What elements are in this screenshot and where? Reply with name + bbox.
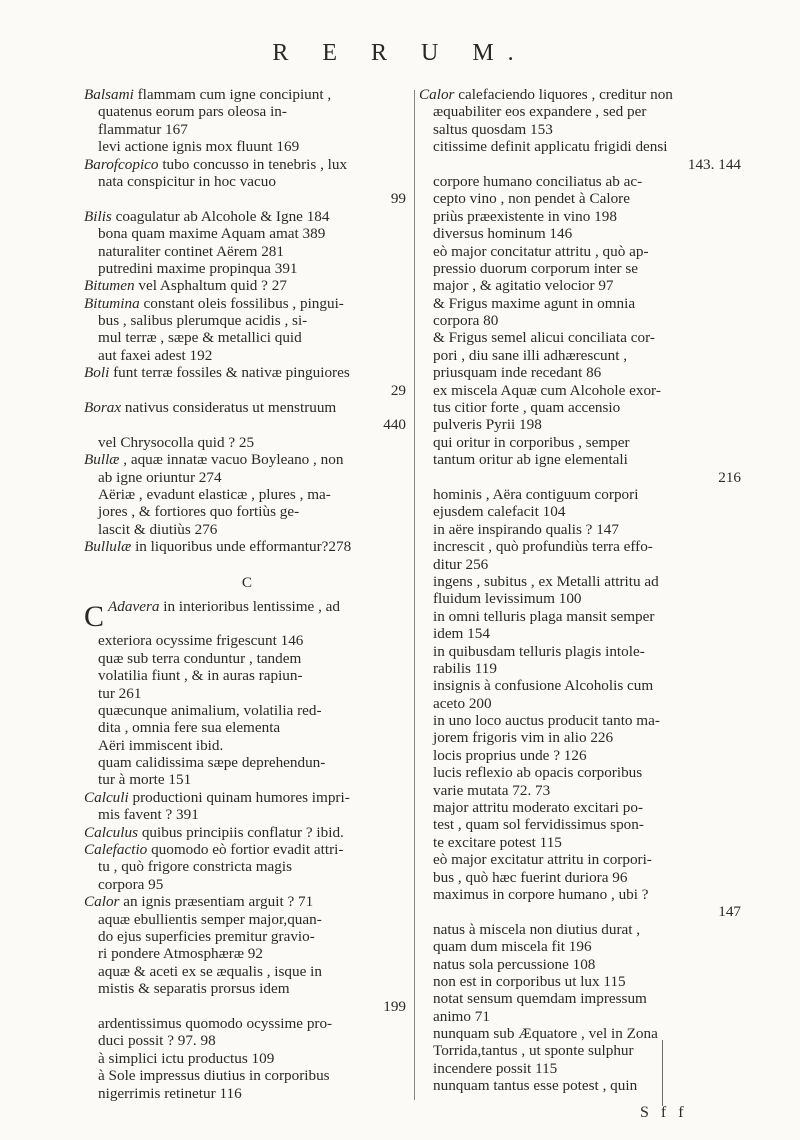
index-line bbox=[419, 834, 745, 851]
entry-text: tus citior forte , quam accensio bbox=[433, 399, 621, 417]
entry-text: insignis à confusione Alcoholis cum bbox=[433, 677, 654, 695]
entry-text: ditur 256 bbox=[433, 555, 489, 573]
entry-text: major , & agitatio velocior 97 bbox=[433, 277, 614, 295]
running-head: R E R U M. bbox=[272, 40, 528, 66]
index-line bbox=[419, 347, 745, 364]
headword: Bullæ bbox=[84, 451, 120, 469]
entry-text: 143. 144 bbox=[687, 155, 741, 173]
index-line bbox=[84, 156, 410, 173]
index-line bbox=[419, 521, 745, 538]
index-line bbox=[419, 660, 745, 677]
entry-text: hominis , Aëra contiguum corpori bbox=[433, 485, 639, 503]
index-line bbox=[84, 416, 410, 433]
index-line bbox=[84, 667, 410, 684]
index-line bbox=[419, 503, 745, 520]
index-line bbox=[84, 451, 410, 468]
index-line bbox=[419, 903, 745, 920]
entry-text: productioni quinam humores impri- bbox=[128, 788, 350, 806]
entry-text: coagulatur ab Alcohole & Igne 184 bbox=[111, 207, 330, 225]
entry-text: tubo concusso in tenebris , lux bbox=[158, 155, 348, 173]
entry-text: lucis reflexio ab opacis corporibus bbox=[433, 764, 643, 782]
entry-text: duci possit ? 97. 98 bbox=[98, 1032, 216, 1050]
index-line bbox=[419, 1008, 745, 1025]
index-line bbox=[419, 695, 745, 712]
entry-text: natus à miscela non diutius durat , bbox=[433, 920, 641, 938]
entry-text: & Frigus semel alicui conciliata cor- bbox=[433, 329, 655, 347]
index-line bbox=[84, 754, 410, 771]
entry-text: in quibusdam telluris plagis intole- bbox=[433, 642, 645, 660]
entry-text: funt terræ fossiles & nativæ pinguiores bbox=[109, 364, 350, 382]
index-line bbox=[419, 851, 745, 868]
headword: Calculi bbox=[84, 788, 129, 806]
index-line bbox=[84, 1085, 410, 1102]
index-line bbox=[419, 434, 745, 451]
entry-text: aquæ & aceti ex se æqualis , isque in bbox=[98, 962, 322, 980]
index-line bbox=[84, 945, 410, 962]
index-line bbox=[419, 486, 745, 503]
index-line bbox=[84, 469, 410, 486]
entry-text: diversus hominum 146 bbox=[433, 225, 573, 243]
index-line bbox=[419, 556, 745, 573]
index-line bbox=[84, 86, 410, 103]
entry-text: vel Chrysocolla quid ? 25 bbox=[98, 433, 255, 451]
index-line bbox=[84, 503, 410, 520]
section-letter: C bbox=[241, 573, 253, 591]
entry-text: animo 71 bbox=[433, 1007, 490, 1025]
index-line bbox=[84, 538, 410, 555]
index-line bbox=[84, 650, 410, 667]
index-line bbox=[419, 973, 745, 990]
index-line bbox=[84, 911, 410, 928]
entry-text: te excitare potest 115 bbox=[433, 833, 562, 851]
entry-text: constant oleis fossilibus , pingui- bbox=[139, 294, 344, 312]
index-line bbox=[419, 608, 745, 625]
index-line bbox=[84, 243, 410, 260]
index-line bbox=[419, 677, 745, 694]
index-line bbox=[84, 980, 410, 997]
entry-text: corpore humano conciliatus ab ac- bbox=[433, 172, 643, 190]
entry-text: exteriora ocyssime frigescunt 146 bbox=[98, 632, 304, 650]
entry-text: quam dum miscela fit 196 bbox=[433, 938, 592, 956]
entry-text: quam calidissima sæpe deprehendun- bbox=[98, 754, 326, 772]
entry-text: à Sole impressus diutius in corporibus bbox=[98, 1067, 330, 1085]
index-line bbox=[419, 451, 745, 468]
left-column bbox=[84, 86, 410, 1102]
entry-text: fluidum levissimum 100 bbox=[433, 590, 582, 608]
entry-text: aut faxei adest 192 bbox=[98, 346, 213, 364]
index-line bbox=[419, 86, 745, 103]
entry-text: bus , quò hæc fuerint duriora 96 bbox=[433, 868, 628, 886]
entry-text: ejusdem calefacit 104 bbox=[433, 503, 566, 521]
headword: Calor bbox=[419, 86, 455, 103]
entry-text: tantum oritur ab igne elementali bbox=[433, 451, 628, 469]
entry-text: idem 154 bbox=[433, 625, 490, 643]
entry-text: jores , & fortiores quo fortiùs ge- bbox=[98, 503, 300, 521]
entry-text: & Frigus maxime agunt in omnia bbox=[433, 294, 636, 312]
index-line bbox=[84, 295, 410, 312]
index-line bbox=[84, 876, 410, 893]
index-line bbox=[84, 434, 410, 451]
index-line bbox=[419, 225, 745, 242]
index-line bbox=[84, 824, 410, 841]
index-line bbox=[84, 998, 410, 1015]
entry-text: ardentissimus quomodo ocyssime pro- bbox=[98, 1014, 333, 1032]
headword: Barofcopico bbox=[84, 155, 159, 173]
headword: Calor bbox=[84, 893, 120, 911]
index-line bbox=[419, 990, 745, 1007]
index-line bbox=[419, 729, 745, 746]
index-line bbox=[419, 243, 745, 260]
index-line bbox=[419, 399, 745, 416]
entry-text: tur à morte 151 bbox=[98, 771, 192, 789]
index-line bbox=[84, 702, 410, 719]
entry-text: citissime definit applicatu frigidi densi bbox=[433, 138, 668, 156]
entry-text: nunquam tantus esse potest , quin bbox=[433, 1077, 638, 1095]
entry-text: levi actione ignis mox fluunt 169 bbox=[98, 138, 300, 156]
entry-text: nigerrimis retinetur 116 bbox=[98, 1084, 242, 1102]
index-line bbox=[419, 138, 745, 155]
entry-text: 216 bbox=[718, 468, 741, 486]
entry-text: Torrida,tantus , ut sponte sulphur bbox=[433, 1042, 634, 1060]
index-line bbox=[84, 928, 410, 945]
index-line bbox=[84, 841, 410, 858]
entry-text: locis proprius unde ? 126 bbox=[433, 746, 587, 764]
entry-text: à simplici ictu productus 109 bbox=[98, 1049, 275, 1067]
index-line bbox=[419, 469, 745, 486]
entry-text: putredini maxime propinqua 391 bbox=[98, 259, 298, 277]
entry-text: pressio duorum corporum inter se bbox=[433, 259, 638, 277]
index-line bbox=[84, 225, 410, 242]
entry-text: notat sensum quemdam impressum bbox=[433, 990, 647, 1008]
drop-cap: C bbox=[84, 599, 105, 633]
headword: Borax bbox=[84, 399, 122, 417]
index-line bbox=[419, 382, 745, 399]
entry-text: bus , salibus plerumque acidis , si- bbox=[98, 312, 308, 330]
headword: Bilis bbox=[84, 207, 112, 225]
entry-text: qui oritur in corporibus , semper bbox=[433, 433, 630, 451]
entry-text: mistis & separatis prorsus idem bbox=[98, 980, 290, 998]
index-line bbox=[84, 486, 410, 503]
entry-text: quibus principiis conflatur ? ibid. bbox=[138, 823, 344, 841]
headword: Bitumen bbox=[84, 277, 135, 295]
index-line bbox=[84, 364, 410, 381]
index-line bbox=[84, 173, 410, 190]
entry-text: ab igne oriuntur 274 bbox=[98, 468, 222, 486]
entry-text: in aëre inspirando qualis ? 147 bbox=[433, 520, 619, 538]
index-line bbox=[419, 712, 745, 729]
entry-text: corpora 95 bbox=[98, 875, 164, 893]
index-line bbox=[419, 103, 745, 120]
entry-text: æquabiliter eos expandere , sed per bbox=[433, 103, 647, 121]
entry-text: an ignis præsentiam arguit ? 71 bbox=[119, 893, 314, 911]
entry-text: bona quam maxime Aquam amat 389 bbox=[98, 225, 326, 243]
index-line bbox=[419, 329, 745, 346]
index-line bbox=[419, 869, 745, 886]
index-line bbox=[84, 521, 410, 538]
index-line bbox=[84, 893, 410, 910]
entry-text: dita , omnia fere sua elementa bbox=[98, 719, 281, 737]
index-line bbox=[419, 538, 745, 555]
headword: Calefactio bbox=[84, 841, 148, 859]
column-rule bbox=[414, 90, 415, 1100]
entry-text: non est in corporibus ut lux 115 bbox=[433, 972, 626, 990]
index-line bbox=[419, 816, 745, 833]
index-line bbox=[419, 625, 745, 642]
entry-text: mul terræ , sæpe & metallici quid bbox=[98, 329, 302, 347]
index-line bbox=[419, 295, 745, 312]
index-line bbox=[419, 782, 745, 799]
headword: Adavera bbox=[108, 597, 160, 615]
entry-text: volatilia fiunt , & in auras rapiun- bbox=[98, 667, 303, 685]
entry-text: in uno loco auctus producit tanto ma- bbox=[433, 712, 660, 730]
index-line bbox=[84, 382, 410, 399]
index-line bbox=[84, 208, 410, 225]
index-line bbox=[84, 399, 410, 416]
entry-text: rabilis 119 bbox=[433, 659, 497, 677]
headword: Bitumina bbox=[84, 294, 140, 312]
index-line bbox=[84, 260, 410, 277]
headword: Bullulæ bbox=[84, 538, 132, 556]
entry-text: in interioribus lentissime , ad bbox=[159, 597, 341, 615]
entry-text: ri pondere Atmosphæræ 92 bbox=[98, 945, 263, 963]
index-line bbox=[84, 598, 410, 633]
index-line bbox=[419, 277, 745, 294]
entry-text: in liquoribus unde efformantur?278 bbox=[131, 538, 352, 556]
index-line bbox=[419, 260, 745, 277]
entry-text: major attritu moderato excitari po- bbox=[433, 799, 644, 817]
entry-text: pulveris Pyrii 198 bbox=[433, 416, 542, 434]
entry-text: nunquam sub Æquatore , vel in Zona bbox=[433, 1025, 658, 1043]
index-line bbox=[84, 103, 410, 120]
index-line bbox=[84, 190, 410, 207]
index-line bbox=[419, 121, 745, 138]
index-line bbox=[419, 643, 745, 660]
index-line bbox=[419, 1077, 745, 1094]
entry-text: cepto vino , non pendet à Calore bbox=[433, 190, 630, 208]
index-line bbox=[419, 1060, 745, 1077]
index-line bbox=[419, 173, 745, 190]
entry-text: flammatur 167 bbox=[98, 120, 188, 138]
entry-text: eò major concitatur attritu , quò ap- bbox=[433, 242, 649, 260]
index-line bbox=[419, 747, 745, 764]
entry-text: tu , quò frigore constricta magis bbox=[98, 858, 293, 876]
entry-text: quæ sub terra conduntur , tandem bbox=[98, 649, 302, 667]
index-line bbox=[84, 737, 410, 754]
right-column bbox=[419, 86, 745, 1095]
index-line bbox=[419, 1025, 745, 1042]
entry-text: ex miscela Aquæ cum Alcohole exor- bbox=[433, 381, 661, 399]
entry-text: lascit & diutiùs 276 bbox=[98, 520, 218, 538]
entry-text: saltus quosdam 153 bbox=[433, 120, 553, 138]
index-line bbox=[84, 1067, 410, 1084]
index-line bbox=[84, 632, 410, 649]
entry-text: Aëri immiscent ibid. bbox=[98, 736, 224, 754]
index-line bbox=[419, 764, 745, 781]
entry-text: increscit , quò profundiùs terra effo- bbox=[433, 538, 653, 556]
entry-text: do ejus superficies premitur gravio- bbox=[98, 927, 315, 945]
entry-text: flammam cum igne concipiunt , bbox=[133, 86, 332, 103]
entry-text: 99 bbox=[390, 190, 406, 208]
entry-text: jorem frigoris vim in alio 226 bbox=[433, 729, 614, 747]
entry-text: quæcunque animalium, volatilia red- bbox=[98, 701, 322, 719]
index-line bbox=[84, 1050, 410, 1067]
index-line bbox=[419, 190, 745, 207]
index-line bbox=[84, 138, 410, 155]
headword: Balsami bbox=[84, 86, 134, 103]
entry-text: ingens , subitus , ex Metalli attritu ad bbox=[433, 572, 659, 590]
entry-text: quatenus eorum pars oleosa in- bbox=[98, 103, 287, 121]
index-line bbox=[419, 156, 745, 173]
entry-text: calefaciendo liquores , creditur non bbox=[454, 86, 673, 103]
entry-text: vel Asphaltum quid ? 27 bbox=[134, 277, 287, 295]
index-line bbox=[84, 963, 410, 980]
entry-text: priusquam inde recedant 86 bbox=[433, 364, 602, 382]
spacer bbox=[84, 556, 410, 568]
entry-text: nata conspicitur in hoc vacuo bbox=[98, 172, 276, 190]
index-line bbox=[84, 1015, 410, 1032]
index-line bbox=[419, 1042, 745, 1059]
signature-mark: S f f bbox=[640, 1104, 688, 1121]
entry-text: 440 bbox=[383, 416, 406, 434]
index-line bbox=[419, 799, 745, 816]
index-line bbox=[84, 858, 410, 875]
index-line bbox=[84, 806, 410, 823]
entry-text: priùs præexistente in vino 198 bbox=[433, 207, 617, 225]
index-line bbox=[419, 416, 745, 433]
headword: Calculus bbox=[84, 823, 139, 841]
index-line bbox=[419, 921, 745, 938]
entry-text: 199 bbox=[383, 997, 406, 1015]
index-line bbox=[419, 364, 745, 381]
entry-text: quomodo eò fortior evadit attri- bbox=[147, 841, 344, 859]
entry-text: nativus consideratus ut menstruum bbox=[121, 399, 337, 417]
index-line bbox=[84, 347, 410, 364]
entry-text: natus sola percussione 108 bbox=[433, 955, 596, 973]
index-line bbox=[419, 573, 745, 590]
index-line bbox=[419, 938, 745, 955]
entry-text: aceto 200 bbox=[433, 694, 492, 712]
entry-text: pori , diu sane illi adhærescunt , bbox=[433, 346, 628, 364]
headword: Boli bbox=[84, 364, 110, 382]
entry-text: eò major excitatur attritu in corpori- bbox=[433, 851, 652, 869]
entry-text: corpora 80 bbox=[433, 312, 499, 330]
index-line bbox=[419, 312, 745, 329]
index-line bbox=[419, 590, 745, 607]
entry-text: varie mutata 72. 73 bbox=[433, 781, 551, 799]
margin-bracket bbox=[662, 1040, 663, 1106]
entry-text: , aquæ innatæ vacuo Boyleano , non bbox=[119, 451, 344, 469]
index-line bbox=[84, 121, 410, 138]
index-line bbox=[419, 956, 745, 973]
entry-text: naturaliter continet Aërem 281 bbox=[98, 242, 284, 260]
entry-text: maximus in corpore humano , ubi ? bbox=[433, 885, 649, 903]
index-line bbox=[84, 685, 410, 702]
entry-text: tur 261 bbox=[98, 684, 142, 702]
index-line bbox=[419, 886, 745, 903]
index-line bbox=[84, 789, 410, 806]
index-line bbox=[84, 771, 410, 788]
entry-text: 147 bbox=[718, 903, 741, 921]
index-line bbox=[419, 208, 745, 225]
index-line bbox=[84, 312, 410, 329]
index-line bbox=[84, 329, 410, 346]
index-line bbox=[84, 719, 410, 736]
entry-text: incendere possit 115 bbox=[433, 1059, 558, 1077]
entry-text: test , quam sol fervidissimus spon- bbox=[433, 816, 644, 834]
entry-text: 29 bbox=[390, 381, 406, 399]
entry-text: aquæ ebullientis semper major,quan- bbox=[98, 910, 322, 928]
index-line bbox=[84, 277, 410, 294]
index-line bbox=[84, 1032, 410, 1049]
entry-text: mis favent ? 391 bbox=[98, 806, 199, 824]
entry-text: Aëriæ , evadunt elasticæ , plures , ma- bbox=[98, 485, 331, 503]
entry-text: in omni telluris plaga mansit semper bbox=[433, 607, 655, 625]
